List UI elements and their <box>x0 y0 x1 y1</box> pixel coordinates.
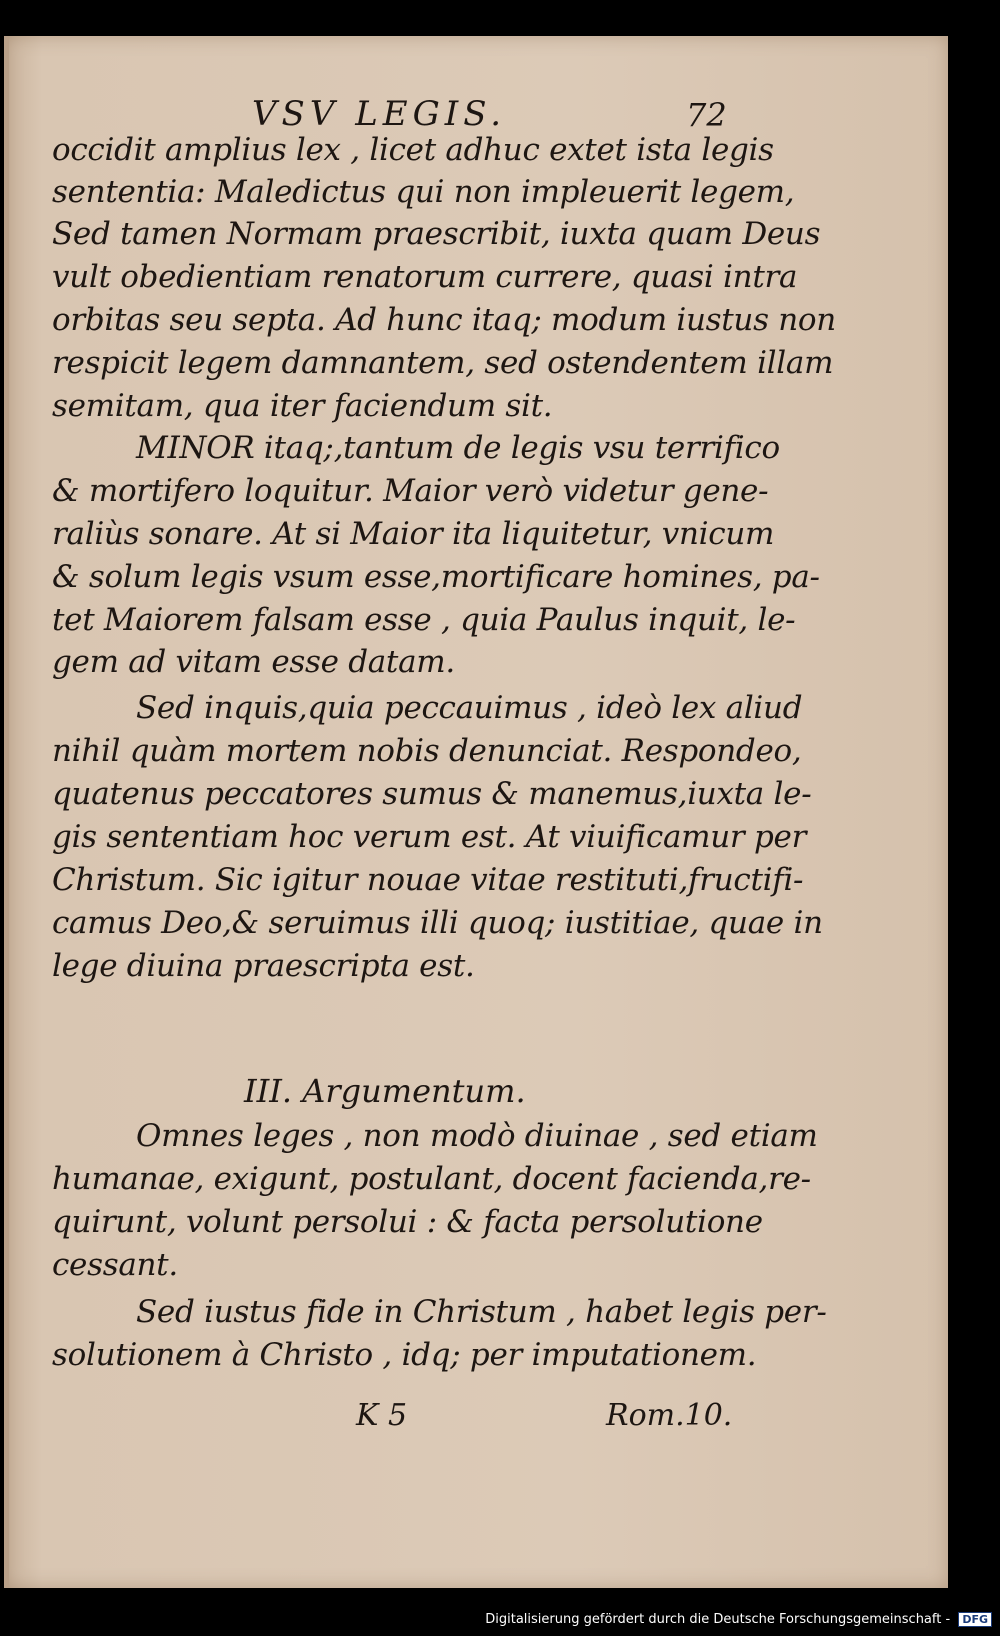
digitization-credit <box>485 1612 992 1627</box>
text-line: Omnes leges , non modò diuinae , sed etiam <box>136 1118 818 1154</box>
text-line: occidit amplius lex , licet adhuc extet ista legis <box>52 132 774 168</box>
text-line: camus Deo,& seruimus illi quoq; iustitiae, quae in <box>52 905 823 941</box>
catchword: Rom.10. <box>606 1398 733 1433</box>
section-heading: III. Argumentum. <box>244 1072 526 1110</box>
signature-mark: K 5 <box>356 1398 408 1433</box>
credit-text: Digitalisierung gefördert durch die Deutsche Forschungsgemeinschaft - <box>485 1612 951 1627</box>
text-line: & mortifero loquitur. Maior verò videtur gene- <box>52 473 769 509</box>
text-line: orbitas seu septa. Ad hunc itaq; modum iustus non <box>52 302 836 338</box>
text-line: quatenus peccatores sumus & manemus,iuxta le- <box>52 776 812 812</box>
text-line: cessant. <box>52 1247 178 1283</box>
text-line: sententia: Maledictus qui non impleuerit legem, <box>52 174 795 210</box>
text-line: Sed tamen Normam praescribit, iuxta quam Deus <box>52 216 821 252</box>
text-line: nihil quàm mortem nobis denunciat. Respondeo, <box>52 733 802 769</box>
text-line: solutionem à Christo , idq; per imputationem. <box>52 1337 757 1373</box>
text-line: Sed inquis,quia peccauimus , ideò lex aliud <box>136 690 803 726</box>
text-line: MINOR itaq;,tantum de legis vsu terrifico <box>136 430 780 466</box>
text-line: raliùs sonare. At si Maior ita liquitetur, vnicum <box>52 516 775 552</box>
running-title: VSV LEGIS. <box>252 94 507 134</box>
text-line: lege diuina praescripta est. <box>52 948 475 984</box>
text-line: respicit legem damnantem, sed ostendentem illam <box>52 345 834 381</box>
text-line: quirunt, volunt persolui : & facta persolutione <box>52 1204 763 1240</box>
text-line: Christum. Sic igitur nouae vitae restituti,fructifi- <box>52 862 804 898</box>
dfg-logo: DFG <box>958 1612 992 1627</box>
text-line: gem ad vitam esse datam. <box>52 644 455 680</box>
text-line: semitam, qua iter faciendum sit. <box>52 388 553 424</box>
text-line: vult obedientiam renatorum currere, quasi intra <box>52 259 798 295</box>
text-line: gis sententiam hoc verum est. At viuificamur per <box>52 819 807 855</box>
text-line: Sed iustus fide in Christum , habet legis per- <box>136 1294 827 1330</box>
page-number: 72 <box>686 96 727 134</box>
page-binding-edge <box>4 36 9 1588</box>
text-line: & solum legis vsum esse,mortificare homines, pa- <box>52 559 820 595</box>
text-line: humanae, exigunt, postulant, docent facienda,re- <box>52 1161 811 1197</box>
book-page <box>4 36 948 1588</box>
text-line: tet Maiorem falsam esse , quia Paulus inquit, le- <box>52 602 796 638</box>
